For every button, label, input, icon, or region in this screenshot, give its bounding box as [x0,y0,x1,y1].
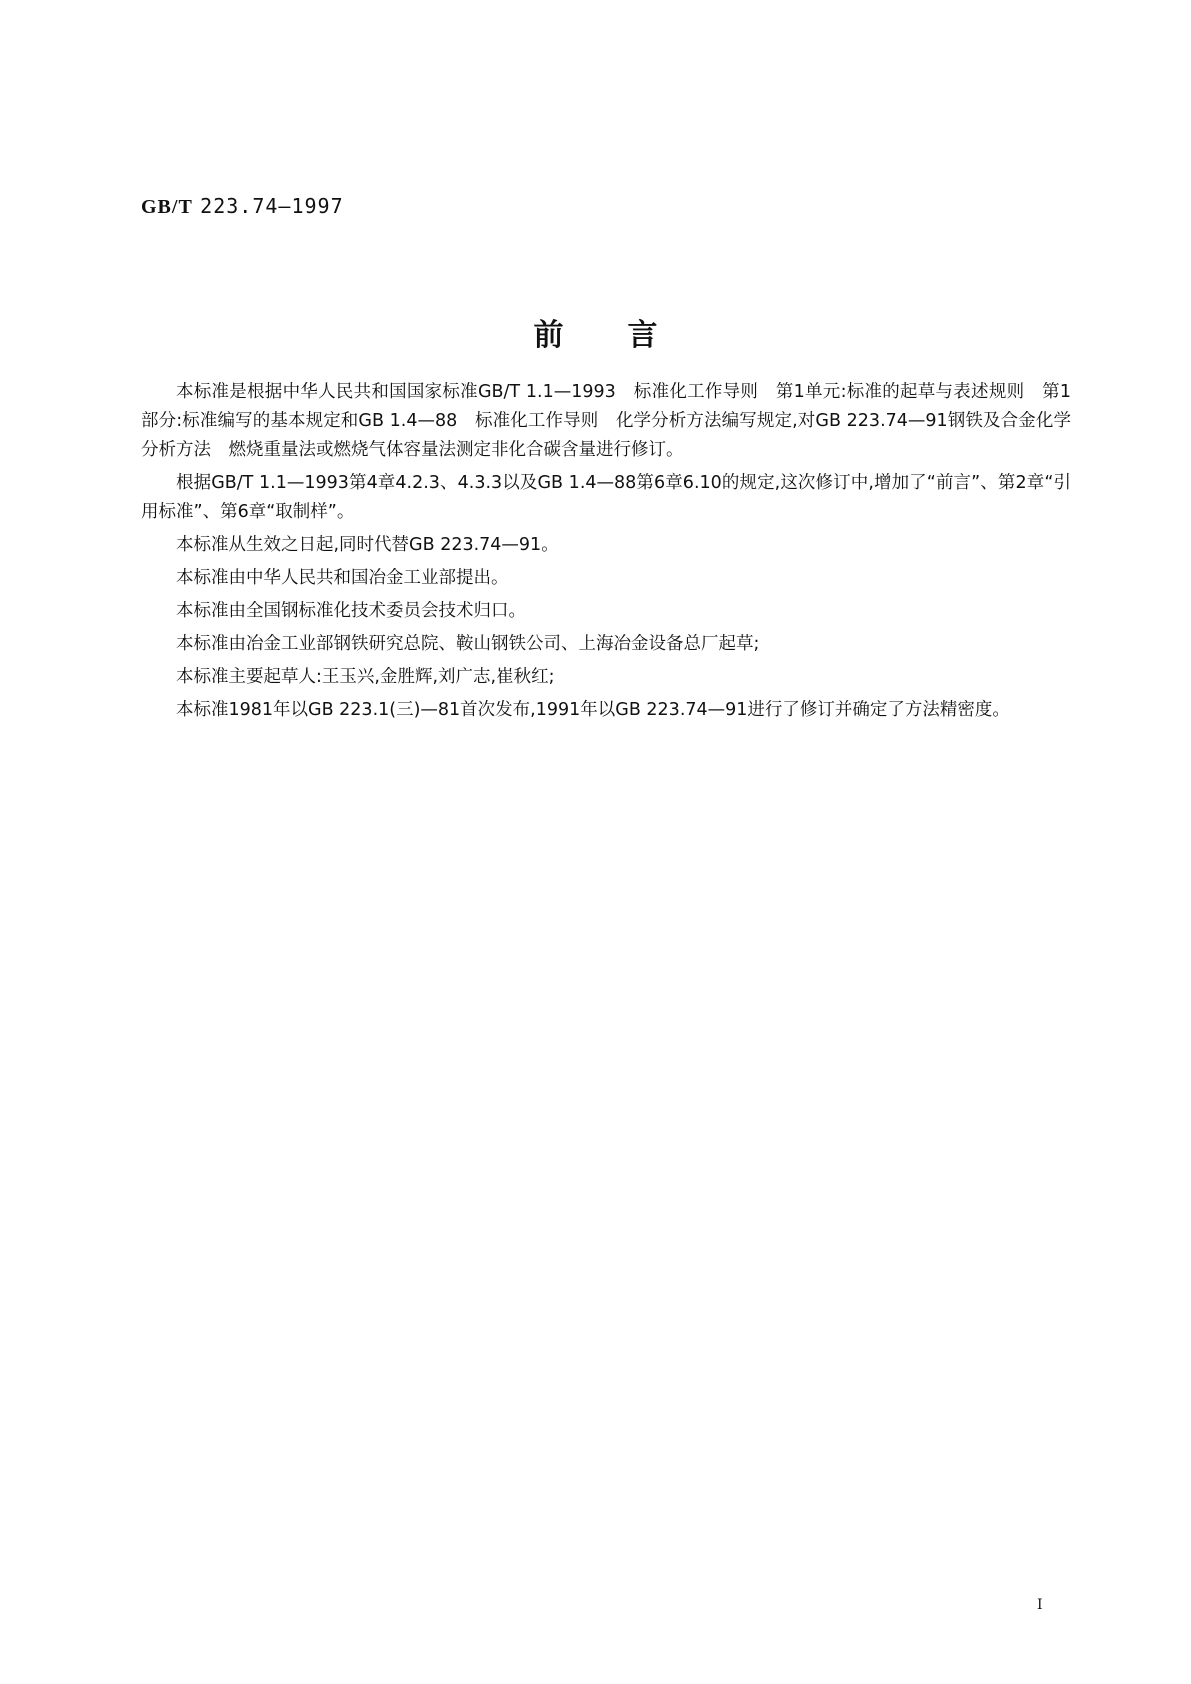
standard-prefix: GB/T [141,196,193,218]
page-title: 前言 [533,318,722,353]
paragraph-replacement: 本标准从生效之日起,同时代替GB 223.74—91。 [176,535,559,555]
standard-number: 223.74—1997 [200,194,344,218]
paragraph-revision-additions: 根据GB/T 1.1—1993第4章4.2.3、4.3.3以及GB 1.4—88第6章6.10的规定,这次修订中,增加了“前言”、第2章“引用标准”、第6章“取制样”。 [141,473,1071,522]
foreword-body [141,378,1071,729]
paragraph-proposer: 本标准由中华人民共和国冶金工业部提出。 [176,568,509,588]
document-identifier [141,194,344,219]
paragraph-history: 本标准1981年以GB 223.1(三)—81首次发布,1991年以GB 223.74—91进行了修订并确定了方法精密度。 [176,700,1010,720]
paragraph-revision-basis: 本标准是根据中华人民共和国国家标准GB/T 1.1—1993 标准化工作导则 第1单元:标准的起草与表述规则 第1部分:标准编写的基本规定和GB 1.4—88 标准化工作导则 化学分析方法编写规定,对GB 223.74—91钢铁及合金化学分析方法 燃烧重量法或燃烧气体容量法测定非化合碳含量进行修订。 [141,382,1071,460]
paragraph-technical-committee: 本标准由全国钢标准化技术委员会技术归口。 [176,601,526,621]
paragraph-drafting-units: 本标准由冶金工业部钢铁研究总院、鞍山钢铁公司、上海冶金设备总厂起草; [176,634,760,654]
page-number: I [1037,1597,1043,1613]
paragraph-drafters: 本标准主要起草人:王玉兴,金胜辉,刘广志,崔秋红; [176,667,555,687]
